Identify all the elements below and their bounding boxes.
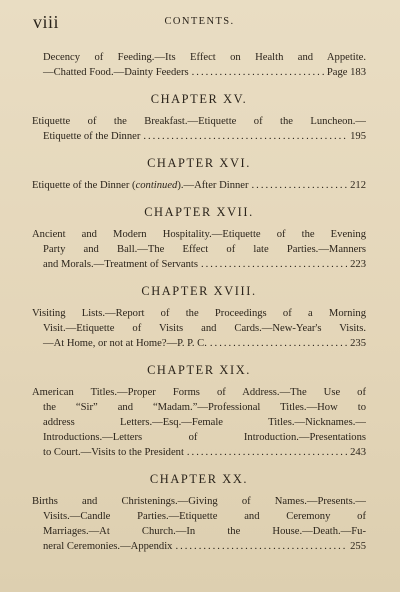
entry-line-last: [32, 445, 366, 460]
entry-line-last: [32, 539, 366, 554]
chapter-heading: CHAPTER XVII.: [144, 205, 254, 219]
leader-dots: [175, 539, 347, 554]
entry-line: the “Sir” and “Madam.”—Professional Titles.—How to: [43, 402, 366, 413]
entry-line-text: to Court.—Visits to the President: [43, 447, 184, 458]
page-reference: 243: [350, 447, 366, 458]
contents-body: [32, 50, 366, 554]
leader-dots: [201, 257, 347, 272]
entry-line: Etiquette of the Breakfast.—Etiquette of the Luncheon.—: [32, 116, 366, 127]
entry-line: Visit.—Etiquette of Visits and Cards.—New-Year's Visits.: [43, 323, 366, 334]
entry-line-text: Etiquette of the Dinner: [43, 131, 141, 142]
contents-entry: [32, 114, 366, 144]
entry-line: Visits.—Candle Parties.—Etiquette and Ceremony of: [43, 511, 366, 522]
chapter-heading: CHAPTER XVIII.: [141, 284, 257, 298]
entry-line: Marriages.—At Church.—In the House.—Death.—Fu-: [43, 526, 366, 537]
chapter-heading: CHAPTER XVI.: [147, 156, 251, 170]
entry-line: Decency of Feeding.—Its Effect on Health and Appetite.: [43, 52, 366, 63]
page-title: CONTENTS.: [164, 16, 235, 27]
entry-line: address Letters.—Esq.—Female Titles.—Nicknames.—: [43, 417, 366, 428]
page-number: viii: [33, 12, 60, 32]
entry-line-last: [32, 178, 366, 193]
page-reference: 223: [350, 259, 366, 270]
leader-dots: [143, 129, 347, 144]
running-head: [33, 12, 366, 32]
leader-dots: [187, 445, 347, 460]
entry-line-last: [32, 65, 366, 80]
contents-entry: [32, 178, 366, 193]
contents-entry: [32, 227, 366, 272]
page-reference: Page 183: [326, 67, 366, 78]
contents-entry: [32, 385, 366, 460]
entry-line: Introductions.—Letters of Introduction.—Presentations: [43, 432, 366, 443]
entry-line-text: —At Home, or not at Home?—P. P. C.: [43, 338, 207, 349]
entry-line-text: and Morals.—Treatment of Servants: [43, 259, 198, 270]
entry-line-text: Etiquette of the Dinner (continued).—After Dinner: [32, 180, 249, 191]
entry-line-text: neral Ceremonies.—Appendix: [43, 541, 173, 552]
chapter-heading: CHAPTER XIX.: [147, 363, 251, 377]
entry-line-text: —Chatted Food.—Dainty Feeders: [43, 67, 189, 78]
entry-line: Party and Ball.—The Effect of late Parties.—Manners: [43, 244, 366, 255]
page-reference: 255: [350, 541, 366, 552]
entry-line-last: [32, 129, 366, 144]
entry-line: Births and Christenings.—Giving of Names.—Presents.—: [32, 496, 366, 507]
contents-entry: [32, 494, 366, 554]
entry-line: American Titles.—Proper Forms of Address.—The Use of: [32, 387, 366, 398]
entry-line-last: [32, 257, 366, 272]
chapter-heading: CHAPTER XX.: [149, 472, 249, 486]
contents-entry: [32, 306, 366, 351]
leader-dots: [192, 65, 324, 80]
leader-dots: [210, 336, 347, 351]
chapter-heading: CHAPTER XV.: [150, 92, 248, 106]
entry-line: Visiting Lists.—Report of the Proceedings of a Morning: [32, 308, 366, 319]
page-reference: 212: [350, 180, 366, 191]
page-reference: 235: [350, 338, 366, 349]
entry-line: Ancient and Modern Hospitality.—Etiquette of the Evening: [32, 229, 366, 240]
entry-line-last: [32, 336, 366, 351]
contents-entry: [32, 50, 366, 80]
page-reference: 195: [350, 131, 366, 142]
leader-dots: [252, 178, 348, 193]
